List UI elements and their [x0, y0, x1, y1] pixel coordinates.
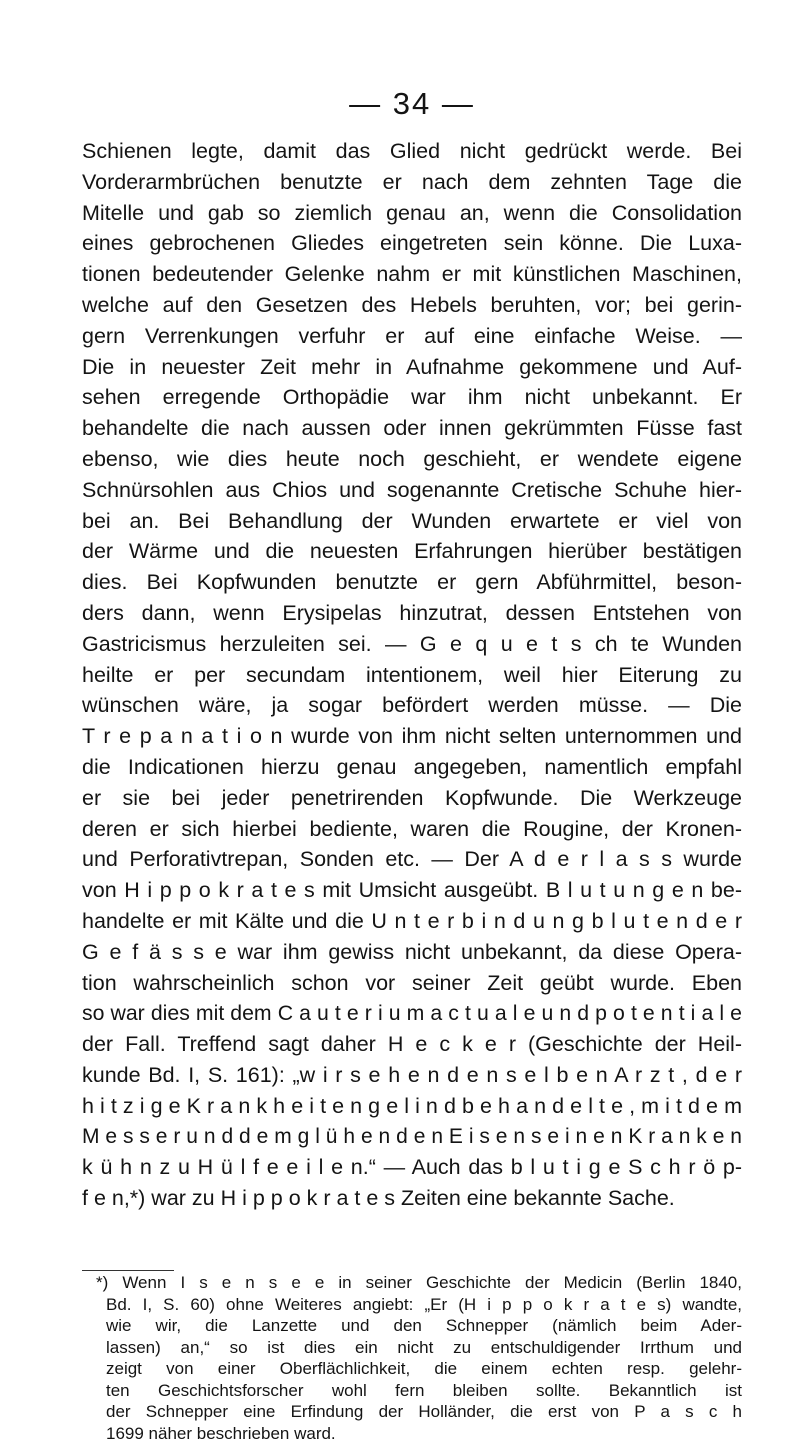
footnote	[82, 1272, 742, 1444]
page-number: — 34 —	[82, 86, 742, 122]
body-line: behandelte die nach aussen oder innen gekrümmten Füsse fast	[82, 413, 742, 444]
body-line: Schnürsohlen aus Chios und sogenannte Cretische Schuhe hier-	[82, 475, 742, 506]
body-line: so war dies mit dem C a u t e r i u m a c t u a l e u n d p o t e n t i a l e	[82, 998, 742, 1029]
body-line: T r e p a n a t i o n wurde von ihm nicht selten unternommen und	[82, 721, 742, 752]
body-line: Mitelle und gab so ziemlich genau an, wenn die Consolidation	[82, 198, 742, 229]
body-line: G e f ä s s e war ihm gewiss nicht unbekannt, da diese Opera-	[82, 937, 742, 968]
body-line: gern Verrenkungen verfuhr er auf eine einfache Weise. —	[82, 321, 742, 352]
footnote-line: ten Geschichtsforscher wohl fern bleiben sollte. Bekanntlich ist	[82, 1380, 742, 1402]
body-line: tionen bedeutender Gelenke nahm er mit künstlichen Maschinen,	[82, 259, 742, 290]
body-line: wünschen wäre, ja sogar befördert werden müsse. — Die	[82, 690, 742, 721]
body-line: M e s s e r u n d d e m g l ü h e n d e n E i s e n s e i n e n K r a n k e n	[82, 1122, 742, 1153]
body-line: Schienen legte, damit das Glied nicht gedrückt werde. Bei	[82, 136, 742, 167]
footnote-line: *) Wenn I s e n s e e in seiner Geschichte der Medicin (Berlin 1840,	[82, 1272, 742, 1294]
footnote-line: zeigt von einer Oberflächlichkeit, die einem echten resp. gelehr-	[82, 1358, 742, 1380]
body-line: von H i p p o k r a t e s mit Umsicht ausgeübt. B l u t u n g e n be-	[82, 875, 742, 906]
body-line: er sie bei jeder penetrirenden Kopfwunde. Die Werkzeuge	[82, 783, 742, 814]
body-line: k ü h n z u H ü l f e e i l e n.“ — Auch das b l u t i g e S c h r ö p-	[82, 1152, 742, 1183]
body-line: sehen erregende Orthopädie war ihm nicht unbekannt. Er	[82, 382, 742, 413]
footnote-line: lassen) an,“ so ist dies ein nicht zu entschuldigender Irrthum und	[82, 1337, 742, 1359]
body-line: die Indicationen hierzu genau angegeben, namentlich empfahl	[82, 752, 742, 783]
body-line: und Perforativtrepan, Sonden etc. — Der A d e r l a s s wurde	[82, 844, 742, 875]
body-line: eines gebrochenen Gliedes eingetreten sein könne. Die Luxa-	[82, 228, 742, 259]
footnote-line: Bd. I, S. 60) ohne Weiteres angiebt: „Er (H i p p o k r a t e s) wandte,	[82, 1294, 742, 1316]
footnote-line: 1699 näher beschrieben ward.	[82, 1423, 742, 1444]
footnote-rule	[82, 1270, 174, 1271]
footnote-line: wie wir, die Lanzette und den Schnepper (nämlich beim Ader-	[82, 1315, 742, 1337]
body-line: h i t z i g e K r a n k h e i t e n g e l i n d b e h a n d e l t e , m i t d e m	[82, 1091, 742, 1122]
body-line: der Fall. Treffend sagt daher H e c k e r (Geschichte der Heil-	[82, 1029, 742, 1060]
body-line: ebenso, wie dies heute noch geschieht, er wendete eigene	[82, 444, 742, 475]
body-line: welche auf den Gesetzen des Hebels beruhten, vor; bei gerin-	[82, 290, 742, 321]
body-line: tion wahrscheinlich schon vor seiner Zeit geübt wurde. Eben	[82, 968, 742, 999]
body-line: heilte er per secundam intentionem, weil hier Eiterung zu	[82, 660, 742, 691]
body-text	[82, 136, 742, 1214]
body-line: Die in neuester Zeit mehr in Aufnahme gekommene und Auf-	[82, 352, 742, 383]
body-line: Vorderarmbrüchen benutzte er nach dem zehnten Tage die	[82, 167, 742, 198]
body-line: Gastricismus herzuleiten sei. — G e q u e t s ch te Wunden	[82, 629, 742, 660]
body-line: f e n,*) war zu H i p p o k r a t e s Zeiten eine bekannte Sache.	[82, 1183, 742, 1214]
body-line: deren er sich hierbei bediente, waren die Rougine, der Kronen-	[82, 814, 742, 845]
body-line: dies. Bei Kopfwunden benutzte er gern Abführmittel, beson-	[82, 567, 742, 598]
body-line: kunde Bd. I, S. 161): „w i r s e h e n d e n s e l b e n A r z t , d e r	[82, 1060, 742, 1091]
footnote-line: der Schnepper eine Erfindung der Holländer, die erst von P a s c h	[82, 1401, 742, 1423]
body-line: handelte er mit Kälte und die U n t e r b i n d u n g b l u t e n d e r	[82, 906, 742, 937]
body-line: ders dann, wenn Erysipelas hinzutrat, dessen Entstehen von	[82, 598, 742, 629]
body-line: der Wärme und die neuesten Erfahrungen hierüber bestätigen	[82, 536, 742, 567]
body-line: bei an. Bei Behandlung der Wunden erwartete er viel von	[82, 506, 742, 537]
